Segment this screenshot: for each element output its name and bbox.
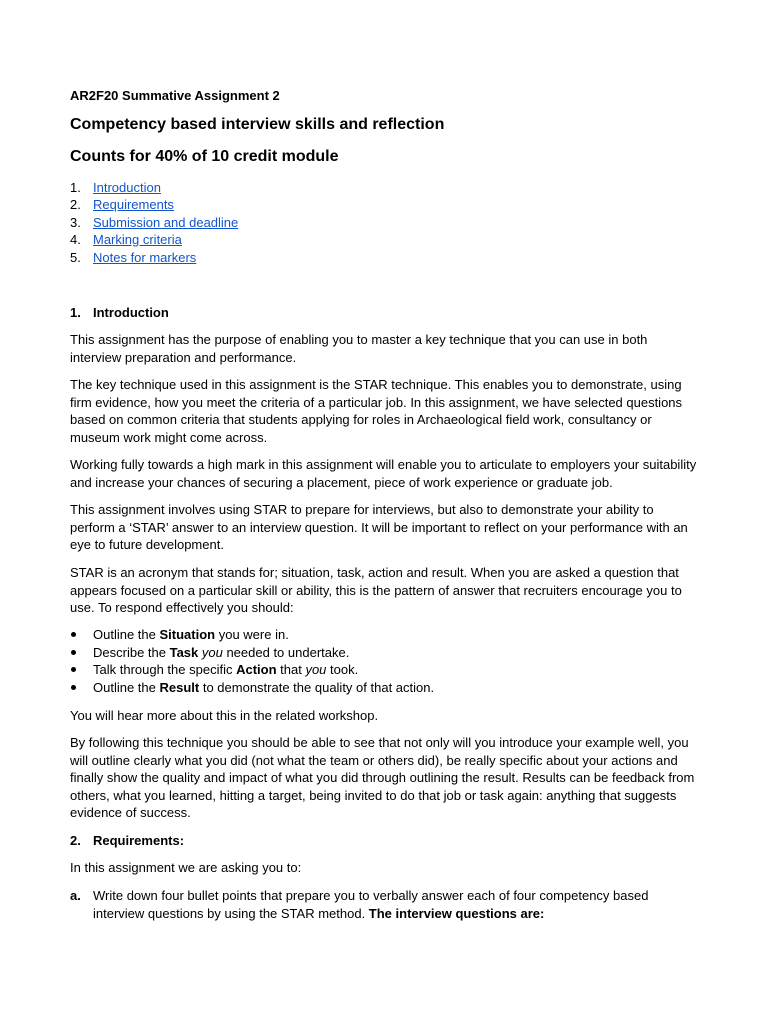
- section-title: Requirements:: [93, 833, 185, 848]
- intro-paragraph-2: The key technique used in this assignment is the STAR technique. This enables you to demonstrate, using firm evidence, how you meet the criteria of a particular job. In this assignment, we have selected questions based on common criteria that students applying for roles in Archaeological field work, consultancy or museum work might come across.: [70, 377, 683, 445]
- bullet-dot: [71, 685, 76, 690]
- section-number: 1.: [70, 305, 81, 320]
- bullet-text: that: [276, 662, 306, 677]
- toc-link-notes[interactable]: Notes for markers: [93, 250, 197, 265]
- bullet-text: took.: [326, 662, 359, 677]
- document-subtitle: Counts for 40% of 10 credit module: [70, 148, 339, 165]
- bullet-emphasis: you: [305, 662, 327, 677]
- intro-paragraph-3: Working fully towards a high mark in this assignment will enable you to articulate to employers your suitability and increase your chances of securing a placement, piece of work experience or graduate job.: [70, 457, 697, 490]
- document-title: Competency based interview skills and reflection: [70, 116, 445, 133]
- toc-number: 4.: [70, 232, 81, 247]
- bullet-dot: [71, 667, 76, 672]
- toc-number: 2.: [70, 197, 81, 212]
- assignment-code: AR2F20 Summative Assignment 2: [70, 88, 280, 103]
- bullet-keyword: Task: [169, 645, 199, 660]
- intro-paragraph-4: This assignment involves using STAR to prepare for interviews, but also to demonstrate your ability to perform a ‘STAR’ answer to an interview question. It will be important to reflect on your performance with an eye to future development.: [70, 502, 688, 553]
- bullet-text: needed to undertake.: [222, 645, 350, 660]
- toc-number: 3.: [70, 215, 81, 230]
- bullet-keyword: Result: [159, 680, 200, 695]
- bullet-keyword: Situation: [159, 627, 216, 642]
- bullet-keyword: Action: [236, 662, 277, 677]
- section-title: Introduction: [93, 305, 169, 320]
- bullet-text: Describe the: [93, 645, 170, 660]
- item-emphasis: The interview questions are:: [368, 905, 545, 921]
- item-letter: a.: [70, 888, 81, 903]
- intro-paragraph-1: This assignment has the purpose of enabling you to master a key technique that you can use in both interview preparation and performance.: [70, 332, 648, 365]
- intro-paragraph-7: By following this technique you should be able to see that not only will you introduce your example well, you will outline clearly what you did (not what the team or others did), be really specific about your actions and finally show the quality and impact of what you did through outlining the result. Results can be feedback from others, what you learned, hitting a target, being invited to do that job or task again: anything that suggests evidence of success.: [70, 735, 695, 821]
- bullet-text: to demonstrate the quality of that action.: [199, 680, 435, 695]
- section-number: 2.: [70, 833, 81, 848]
- item-text: Write down four bullet points that prepare you to verbally answer each of four competency based interview questions by using the STAR method.: [93, 888, 649, 921]
- toc-link-introduction[interactable]: Introduction: [93, 180, 161, 195]
- bullet-dot: [71, 632, 76, 637]
- bullet-emphasis: you: [198, 645, 223, 660]
- bullet-dot: [71, 650, 76, 655]
- intro-paragraph-6: You will hear more about this in the related workshop.: [70, 708, 379, 723]
- toc-number: 5.: [70, 250, 81, 265]
- bullet-text: Outline the: [93, 680, 160, 695]
- intro-paragraph-5: STAR is an acronym that stands for; situation, task, action and result. When you are asked a question that appears focused on a particular skill or ability, this is the pattern of answer that recruiters encourage you to use. To respond effectively you should:: [70, 565, 682, 616]
- toc-number: 1.: [70, 180, 81, 195]
- requirements-paragraph-1: In this assignment we are asking you to:: [70, 860, 302, 875]
- bullet-text: Outline the: [93, 627, 160, 642]
- toc-link-requirements[interactable]: Requirements: [93, 197, 174, 212]
- toc-link-submission[interactable]: Submission and deadline: [93, 215, 239, 230]
- bullet-text: you were in.: [215, 627, 289, 642]
- bullet-text: Talk through the specific: [93, 662, 237, 677]
- toc-link-marking[interactable]: Marking criteria: [93, 232, 182, 247]
